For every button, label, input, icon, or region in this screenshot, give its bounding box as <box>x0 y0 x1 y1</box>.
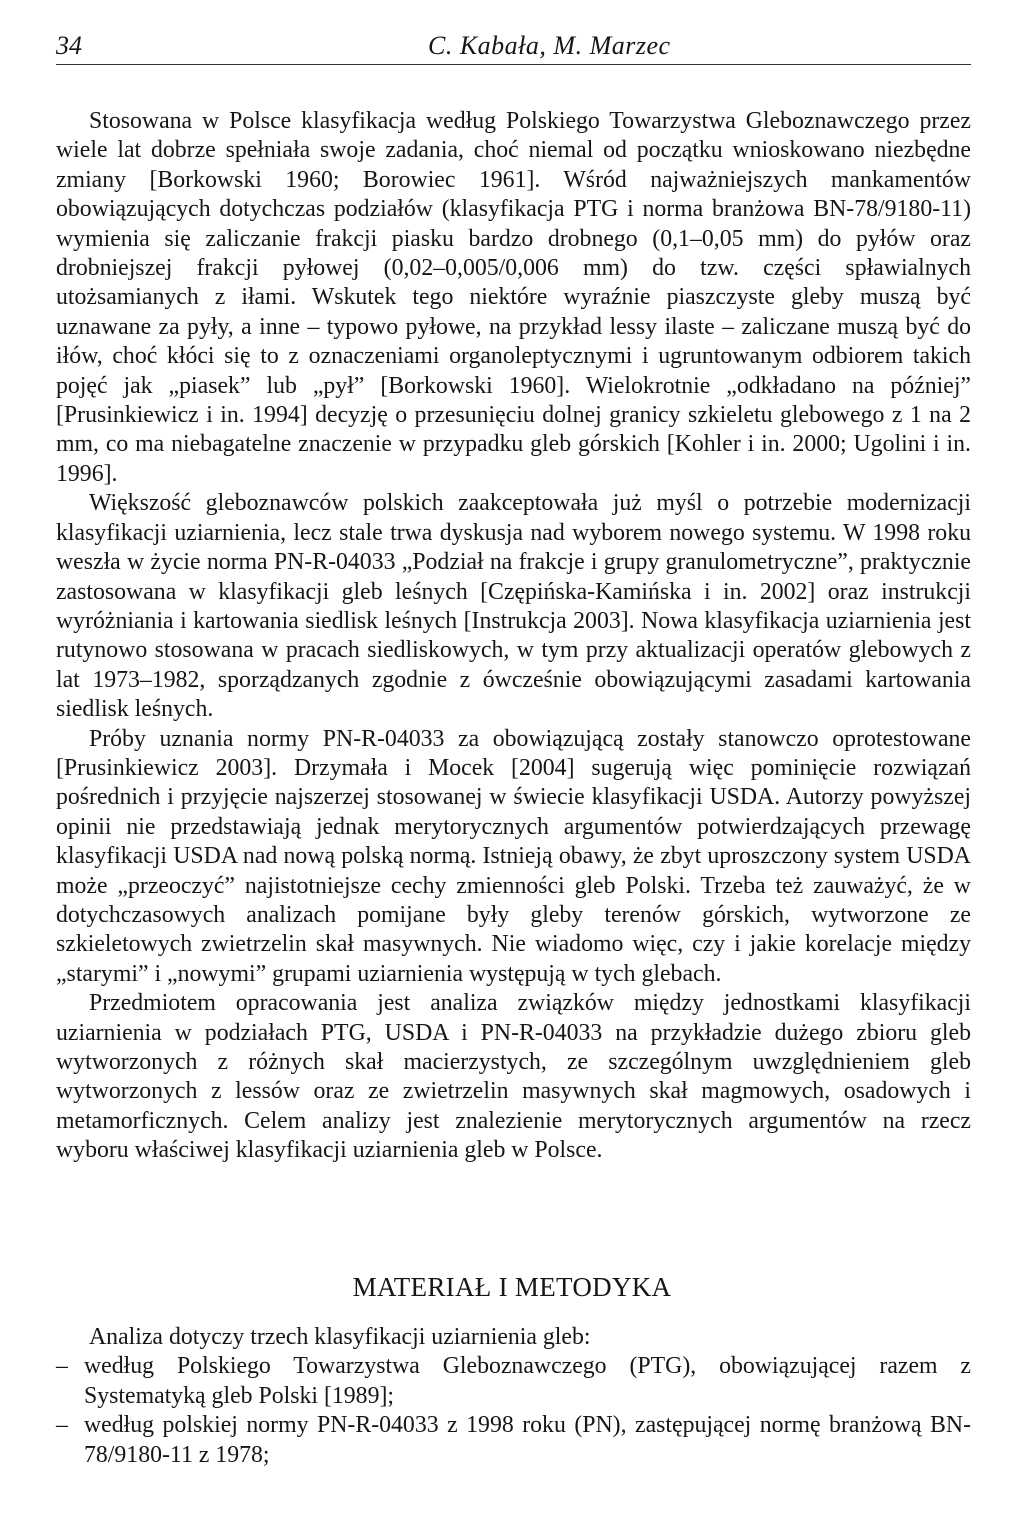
paragraph: Stosowana w Polsce klasyfikacja według Polskiego Towarzystwa Gleboznawczego przez wiele lat dobrze spełniała swoje zadania, choć niemal od początku wnioskowano niezbędne zmiany [Borkowski 1960; Borowiec 1961]. Wśród najważniejszych mankamentów obowiązujących dotychczas podziałów (klasyfikacja PTG i norma branżowa BN-78/9180-11) wymienia się zaliczanie frakcji piasku bardzo drobnego (0,1–0,05 mm) do pyłów oraz drobniejszej frakcji pyłowej (0,02–0,005/0,006 mm) do tzw. części spławialnych utożsamianych z iłami. Wskutek tego niektóre wyraźnie piaszczyste gleby muszą być uznawane za pyły, a inne – typowo pyłowe, na przykład lessy ilaste – zaliczane muszą być do iłów, choć kłóci się to z oznaczeniami organoleptycznymi i ugruntowanym odbiorem takich pojęć jak „piasek” lub „pył” [Borkowski 1960]. Wielokrotnie „odkładano na później” [Prusinkiewicz i in. 1994] decyzję o przesunięciu dolnej granicy szkieletu glebowego z 1 na 2 mm, co ma niebagatelne znaczenie w przypadku gleb górskich [Kohler i in. 2000; Ugolini i in. 1996]. <box>56 108 971 487</box>
list-item <box>56 1352 971 1411</box>
paragraph: Większość gleboznawców polskich zaakceptowała już myśl o potrzebie modernizacji klasyfikacji uziarnienia, lecz stale trwa dyskusja nad wyborem nowego systemu. W 1998 roku weszła w życie norma PN-R-04033 „Podział na frakcje i grupy granulometryczne”, praktycznie zastosowana w klasyfikacji gleb leśnych [Czępińska-Kamińska i in. 2002] oraz instrukcji wyróżniania i kartowania siedlisk leśnych [Instrukcja 2003]. Nowa klasyfikacja uziarnienia jest rutynowo stosowana w pracach siedliskowych, w tym przy aktualizacji operatów glebowych z lat 1973–1982, sporządzanych zgodnie z ówcześnie obowiązującymi zasadami kartowania siedlisk leśnych. <box>56 490 971 723</box>
list-item-text: według Polskiego Towarzystwa Gleboznawczego (PTG), obowiązującej razem z Systematyką gleb Polski [1989]; <box>84 1353 971 1409</box>
running-header-authors: C. Kabała, M. Marzec <box>428 31 671 60</box>
list-dash: – <box>56 1412 68 1439</box>
list-item <box>56 1411 971 1470</box>
running-header <box>56 28 971 65</box>
list-item-text: według polskiej normy PN-R-04033 z 1998 roku (PN), zastępującej normę branżową BN-78/9180-11 z 1978; <box>84 1412 971 1468</box>
classification-list <box>56 1352 971 1470</box>
method-section <box>56 1323 971 1470</box>
section-intro: Analiza dotyczy trzech klasyfikacji uziarnienia gleb: <box>89 1324 591 1350</box>
paragraph: Przedmiotem opracowania jest analiza związków między jednostkami klasyfikacji uziarnienia w podziałach PTG, USDA i PN-R-04033 na przykładzie dużego zbioru gleb wytworzonych z różnych skał macierzystych, ze szczególnym uwzględnieniem gleb wytworzonych z lessów oraz ze zwietrzelin masywnych skał magmowych, osadowych i metamorficznych. Celem analizy jest znalezienie merytorycznych argumentów na rzecz wyboru właściwej klasyfikacji uziarnienia gleb w Polsce. <box>56 990 971 1164</box>
body-text <box>56 107 971 1166</box>
list-dash: – <box>56 1353 68 1380</box>
page-number: 34 <box>56 31 82 60</box>
paragraph: Próby uznania normy PN-R-04033 za obowiązującą zostały stanowczo oprotestowane [Prusinkiewicz 2003]. Drzymała i Mocek [2004] sugerują więc pominięcie rozwiązań pośrednich i przyjęcie najszerzej stosowanej w świecie klasyfikacji USDA. Autorzy powyższej opinii nie przedstawiają jednak merytorycznych argumentów potwierdzających przewagę klasyfikacji USDA nad nową polską normą. Istnieją obawy, że zbyt uproszczony system USDA może „przeoczyć” najistotniejsze cechy zmienności gleb Polski. Trzeba też zauważyć, że w dotychczasowych analizach pomijane były gleby terenów górskich, wytworzone ze szkieletowych zwietrzelin skał masywnych. Nie wiadomo więc, czy i jakie korelacje między „starymi” i „nowymi” grupami uziarnienia występują w tych glebach. <box>56 725 971 987</box>
section-heading: MATERIAŁ I METODYKA <box>352 1272 672 1302</box>
